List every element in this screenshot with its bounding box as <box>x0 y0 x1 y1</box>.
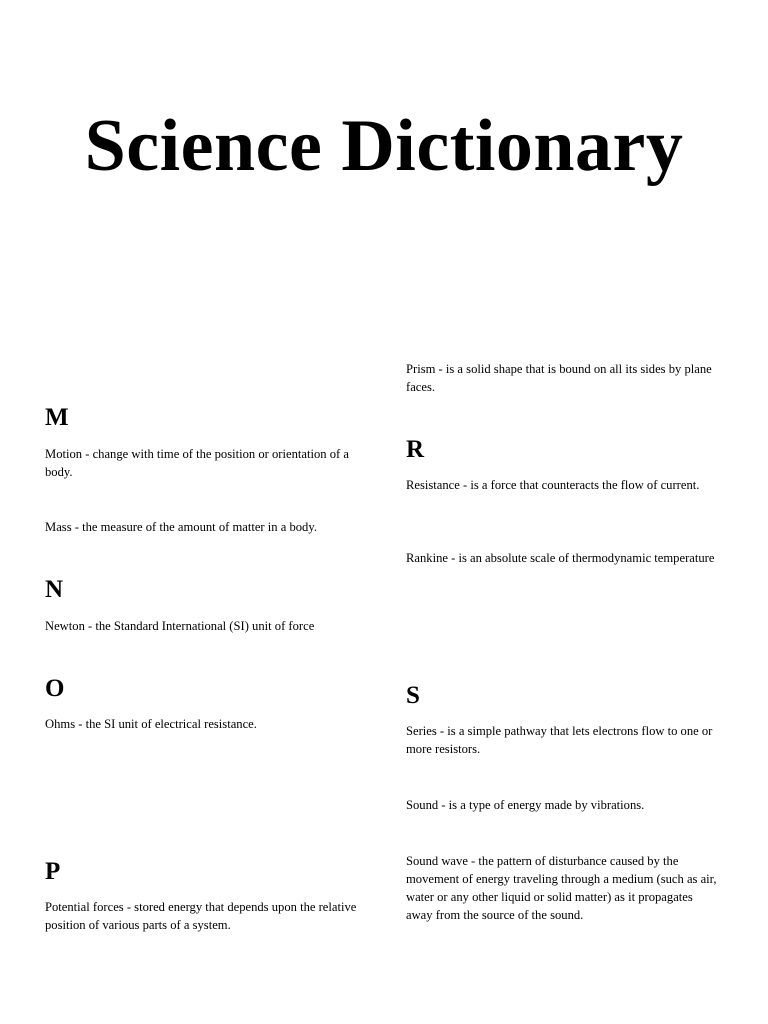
entry-series: Series - is a simple pathway that lets electrons flow to one or more resistors. <box>406 724 713 756</box>
entry-motion: Motion - change with time of the position or orientation of a body. <box>45 447 349 479</box>
entry-rankine: Rankine - is an absolute scale of thermodynamic temperature <box>406 551 715 565</box>
section-heading-p: P <box>45 858 61 885</box>
section-heading-r: R <box>406 436 425 463</box>
section-heading-m: M <box>45 404 69 431</box>
entry-newton: Newton - the Standard International (SI) unit of force <box>45 619 315 633</box>
entry-potential-forces: Potential forces - stored energy that depends upon the relative position of various parts of a system. <box>45 900 357 932</box>
section-heading-s: S <box>406 682 420 709</box>
entry-sound-wave: Sound wave - the pattern of disturbance caused by the movement of energy traveling through a medium (such as air, water or any other liquid or solid matter) as it propagates away from the source of the sound. <box>406 854 717 922</box>
entry-prism: Prism - is a solid shape that is bound on all its sides by plane faces. <box>406 362 712 394</box>
entry-sound: Sound - is a type of energy made by vibrations. <box>406 798 645 812</box>
entry-ohms: Ohms - the SI unit of electrical resistance. <box>45 717 257 731</box>
page-title: Science Dictionary <box>84 105 684 187</box>
entry-resistance: Resistance - is a force that counteracts the flow of current. <box>406 478 700 492</box>
entry-mass: Mass - the measure of the amount of matter in a body. <box>45 520 317 534</box>
section-heading-o: O <box>45 675 65 702</box>
section-heading-n: N <box>45 576 64 603</box>
